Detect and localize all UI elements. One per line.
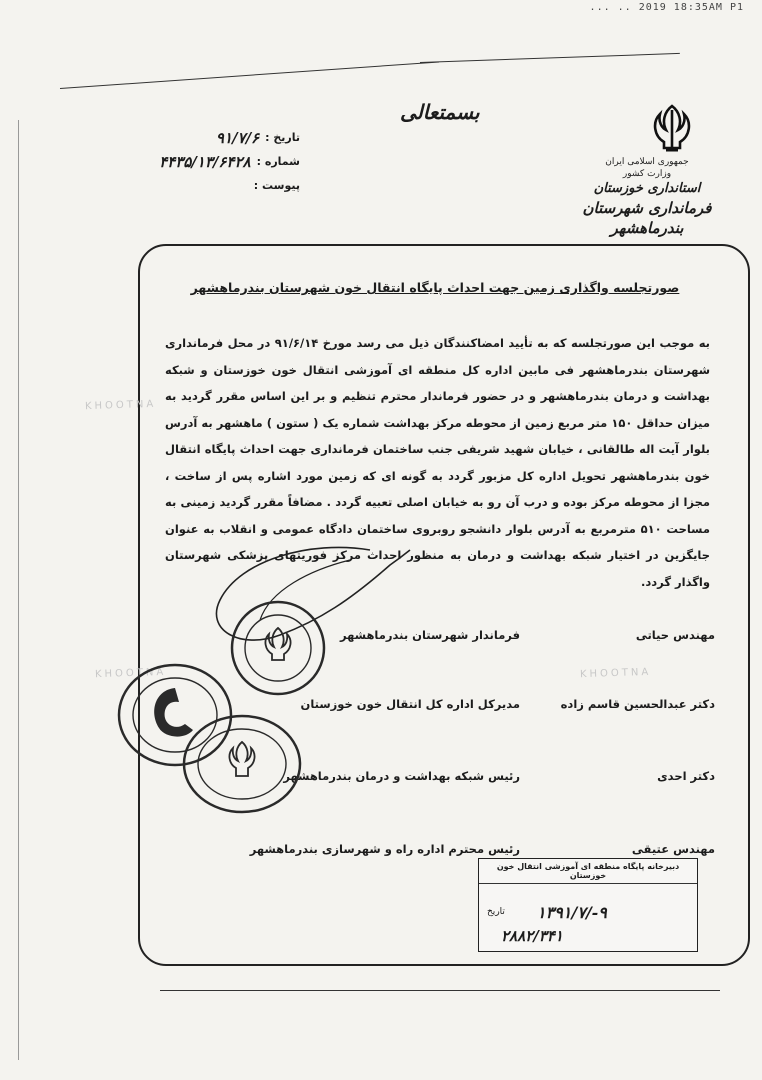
meta-attachment-label: پیوست : — [253, 179, 300, 192]
meta-number-row — [110, 150, 300, 174]
bismillah-heading: بسمتعالی — [400, 100, 480, 124]
signatory-role: مدیرکل اداره کل انتقال خون خوزستان — [300, 697, 520, 711]
meta-date-value: ۹۱/۷/۶ — [215, 129, 260, 147]
signatory-name: دکتر عبدالحسین قاسم زاده — [560, 697, 715, 711]
meta-date-row — [110, 126, 300, 150]
watermark-text: KHOOTNA — [94, 666, 167, 681]
signatory-name: مهندس حیاتی — [635, 628, 715, 642]
document-body: به موجب این صورتجلسه که به تأیید امضاکنندگان ذیل می رسد مورخ ۹۱/۶/۱۴ در محل فرمانداری شهرستان بندرماهشهر فی مابین اداره کل منطقه ای آموزشی انتقال خون خوزستان و شبکه بهداشت و درمان بندرماهشهر و در حضور فرماندار محترم تنظیم و بر این اساس مقرر گردید به میزان حداقل ۱۵۰ متر مربع زمین از محوطه مرکز بهداشت شماره یک ( ستون ) ماهشهر به آدرس بلوار آیت اله طالقانی ، خیابان شهید شریفی جنب ساختمان فرمانداری جهت احداث پایگاه انتقال خون بندرماهشهر تحویل اداره کل مزبور گردد به گونه ای که زمین مورد اشاره پس از ساخت ، مجزا از محوطه مرکز بوده و درب آن رو به خیابان اصلی تعبیه گردد . مضافاً مقرر گردید زمینی به مساحت ۵۱۰ مترمربع به آدرس بلوار دانشجو روبروی ساختمان دادگاه عمومی و انقلاب به عنوان جایگزین در اختیار شبکه بهداشت و درمان به منظور احداث مرکز فوریتهای پزشکی شهرستان واگذار گردد. — [165, 336, 710, 589]
scan-line-left-edge — [18, 120, 19, 1060]
ministry-line-ministry: وزارت کشور — [622, 169, 672, 179]
scan-line-top-2 — [420, 53, 680, 63]
official-seal-stamp — [228, 598, 328, 698]
scan-line-top — [60, 61, 439, 89]
ministry-line-county: فرمانداری شهرستان بندرماهشهر — [582, 199, 712, 237]
receipt-date-value: ۱۳۹۱/۷/-۹ — [537, 903, 607, 922]
meta-date-label: تاریخ : — [265, 131, 300, 144]
fax-header: ... .. 2019 18:35AM P1 — [589, 2, 744, 13]
document-title: صورتجلسه واگذاری زمین جهت احداث پایگاه انتقال خون شهرستان بندرماهشهر — [190, 280, 680, 295]
watermark-text: KHOOTNA — [579, 666, 652, 681]
ministry-line-province: استانداری خوزستان — [593, 181, 701, 196]
scan-line-bottom — [160, 990, 720, 991]
meta-number-value: ۴۴۳۵/۱۳/۶۴۲۸ — [159, 153, 251, 171]
official-seal-stamp — [180, 712, 305, 817]
signatory-name: مهندس عتیقی — [631, 842, 715, 856]
meta-attachment-row — [110, 174, 300, 198]
signatory-role: فرماندار شهرستان بندرماهشهر — [340, 628, 520, 642]
receipt-number-value: ۲۸۸۲/۳۴۱ — [501, 927, 563, 945]
ministry-line-country: جمهوری اسلامی ایران — [605, 157, 689, 167]
watermark-text: KHOOTNA — [84, 398, 157, 413]
signatory-role: رئیس محترم اداره راه و شهرسازی بندرماهشهر — [249, 842, 520, 856]
signatory-role: رئیس شبکه بهداشت و درمان بندرماهشهر — [283, 769, 520, 783]
receipt-stamp — [478, 858, 698, 952]
receipt-stamp-header: دبیرخانه پایگاه منطقه ای آموزشی انتقال خون خوزستان — [479, 859, 697, 884]
document-meta — [110, 126, 300, 198]
ministry-header — [562, 156, 732, 238]
iran-emblem-icon — [642, 100, 702, 160]
receipt-date-label: تاریخ — [487, 907, 505, 917]
meta-number-label: شماره : — [256, 155, 300, 168]
signatory-name: دکتر احدی — [657, 769, 715, 783]
